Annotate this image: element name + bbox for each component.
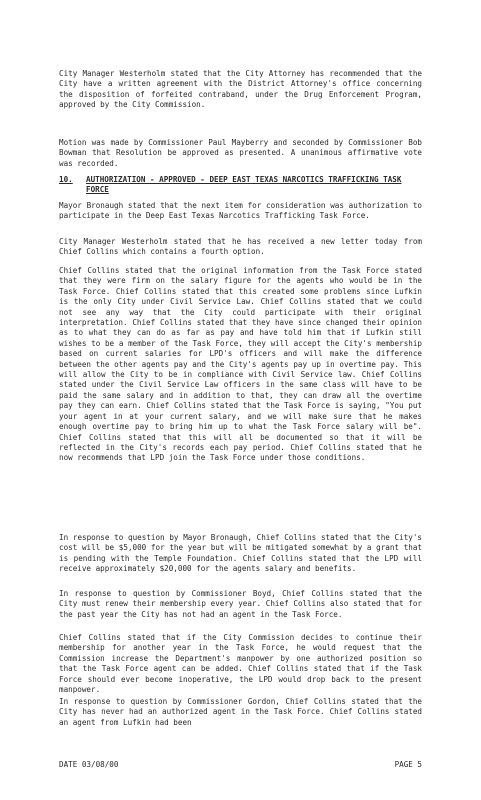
paragraph-3: Mayor Bronaugh stated that the next item for consideration was authorization to participate in the Deep East Texas Narcotics Trafficking Task Force. (59, 201, 422, 221)
paragraph-2: Motion was made by Commissioner Paul Mayberry and seconded by Commissioner Bob Bowman that Resolution be approved as presented. A unanimous affirmative vote was recorded. (59, 138, 422, 168)
paragraph-7: In response to question by Commissioner Boyd, Chief Collins stated that the City must renew their membership every year. Chief Collins also stated that for the past year the City has not had an agent in the Task Force. (59, 589, 422, 619)
paragraph-5: Chief Collins stated that the original information from the Task Force stated that they were firm on the salary figure for the agents who would be in the Task Force. Chief Collins stated that this created some problems since Lufkin is the only City under Civil Service Law. Chief Collins stated that we could not see any way that the City could participate with their original interpretation. Chief Collins stated that they have since changed their opinion as to what they can do as far as pay and have told him that if Lufkin still wishes to be a member of the Task Force, they will accept the City's membership based on current salaries for LPD's officers and will make the difference between the other agents pay and the City's agents pay up in overtime pay. This will allow the City to be in compliance with Civil Service law. Chief Collins stated under the Civil Service Law officers in the same class will have to be paid the same salary and in addition to that, they can draw all the overtime pay they can earn. Chief Collins stated that the Task Force is saying, "You put your agent in at your current salary, and we will make sure that he makes enough overtime pay to bring him up to what the Task Force salary will be". Chief Collins stated that this will all be documented so that it will be reflected in the City's records each pay period. Chief Collins stated that he now recommends that LPD join the Task Force under those conditions. (59, 266, 422, 463)
footer-date: DATE 03/08/00 (59, 760, 119, 769)
agenda-item-title: AUTHORIZATION - APPROVED - DEEP EAST TEXAS NARCOTICS TRAFFICKING TASK FORCE (86, 175, 402, 195)
paragraph-1: City Manager Westerholm stated that the City Attorney has recommended that the City have a written agreement with the District Attorney's office concerning the disposition of forfeited contraband, under the Drug Enforcement Program, approved by the City Commission. (59, 69, 422, 110)
paragraph-6: In response to question by Mayor Bronaugh, Chief Collins stated that the City's cost will be $5,000 for the year but will be mitigated somewhat by a grant that is pending with the Temple Foundation. Chief Collins stated that the LPD will receive approximately $20,000 for the agents salary and benefits. (59, 533, 422, 574)
footer-page-number: PAGE 5 (394, 760, 422, 769)
paragraph-4: City Manager Westerholm stated that he has received a new letter today from Chief Collins which contains a fourth option. (59, 237, 422, 257)
agenda-item-number: 10. (59, 175, 73, 184)
paragraph-8: Chief Collins stated that if the City Commission decides to continue their membership for another year in the Task Force, he would request that the Commission increase the Department's manpower by one authorized position so that the Task Force agent can be added. Chief Collins stated that if the Task Force should ever become inoperative, the LPD would drop back to the present manpower. (59, 633, 422, 695)
paragraph-9: In response to question by Commissioner Gordon, Chief Collins stated that the City has never had an authorized agent in the Task Force. Chief Collins stated an agent from Lufkin had been (59, 697, 422, 727)
